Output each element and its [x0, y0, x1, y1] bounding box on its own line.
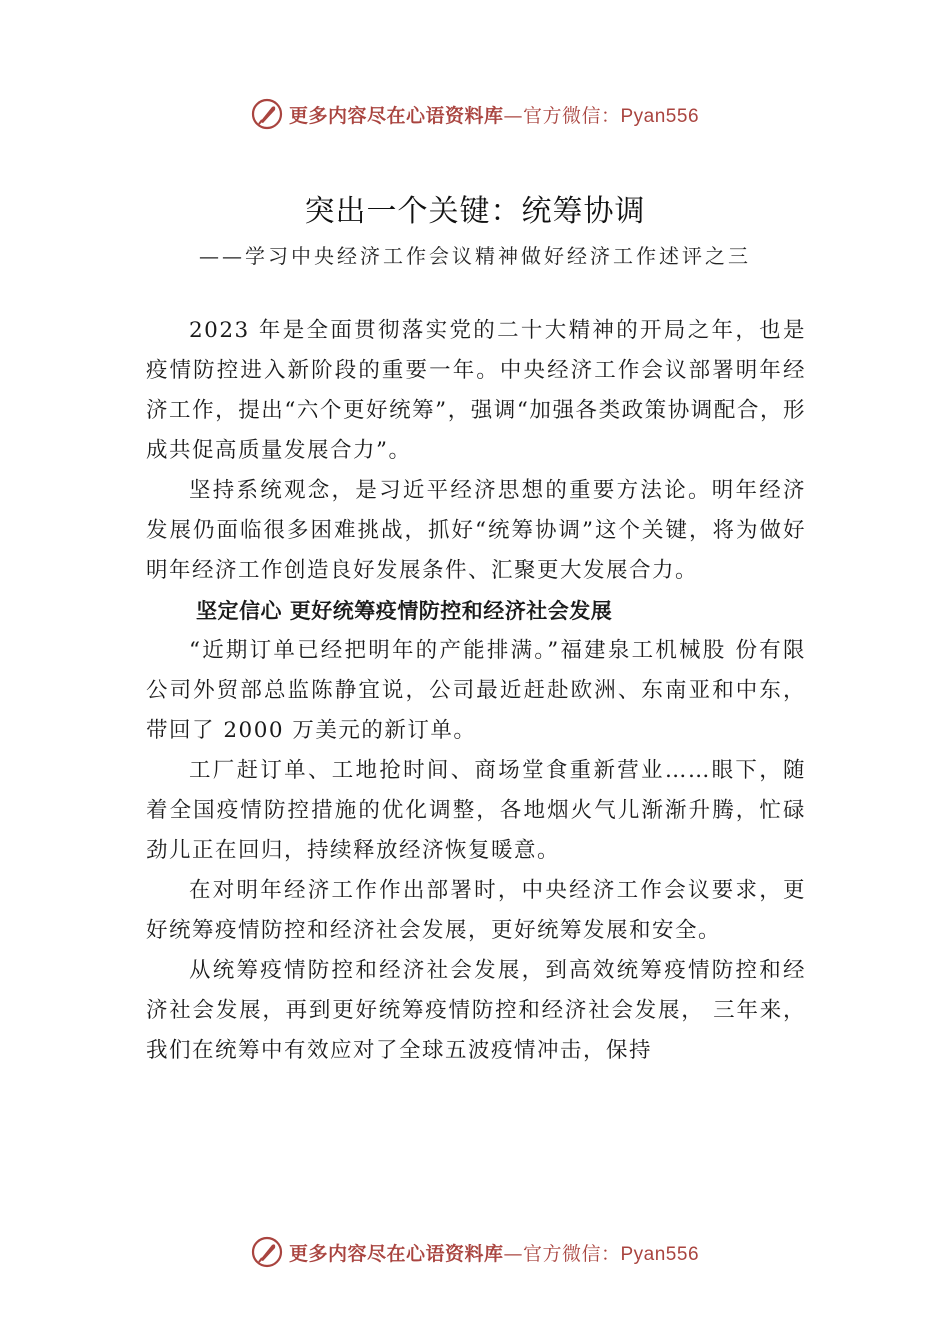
- banner-wechat-label: —官方微信：: [503, 104, 621, 127]
- paragraph: 坚持系统观念，是习近平经济思想的重要方法论。明年经济发展仍面临很多困难挑战，抓好“统筹协调”这个关键，将为做好明年经济工作创造良好发展条件、汇聚更大发展合力。: [146, 478, 806, 583]
- document-body: [146, 311, 806, 1071]
- banner-wechat-id: Pyan556: [620, 1243, 700, 1265]
- paragraph: 2023 年是全面贯彻落实党的二十大精神的开局之年，也是疫情防控进入新阶段的重要一年。中央经济工作会议部署明年经济工作，提出“六个更好统筹”，强调“加强各类政策协调配合，形成共促高质量发展合力”。: [146, 318, 806, 463]
- paragraph: “近期订单已经把明年的产能排满。”福建泉工机械股 份有限公司外贸部总监陈静宜说，公司最近赶赴欧洲、东南亚和中东，带回了 2000 万美元的新订单。: [146, 638, 806, 743]
- document-title: 突出一个关键：统筹协调: [304, 194, 646, 229]
- banner-slogan: 更多内容尽在心语资料库: [288, 104, 504, 127]
- paragraph: 工厂赶订单、工地抢时间、商场堂食重新营业……眼下，随着全国疫情防控措施的优化调整，各地烟火气儿渐渐升腾，忙碌劲儿正在回归，持续释放经济恢复暖意。: [146, 758, 806, 863]
- quill-pen-icon: [251, 1236, 283, 1268]
- banner-slogan: 更多内容尽在心语资料库: [288, 1242, 504, 1265]
- paragraph: 从统筹疫情防控和经济社会发展，到高效统筹疫情防控和经济社会发展，再到更好统筹疫情防控和经济社会发展， 三年来，我们在统筹中有效应对了全球五波疫情冲击，保持: [146, 958, 806, 1063]
- quill-pen-icon: [251, 98, 283, 130]
- paragraph: 在对明年经济工作作出部署时，中央经济工作会议要求，更好统筹疫情防控和经济社会发展，更好统筹发展和安全。: [146, 878, 806, 943]
- header-banner: [0, 94, 950, 134]
- banner-wechat-id: Pyan556: [620, 105, 700, 127]
- document-subtitle: ——学习中央经济工作会议精神做好经济工作述评之三: [199, 244, 751, 268]
- footer-banner: [0, 1232, 950, 1272]
- section-heading: 坚定信心 更好统筹疫情防控和经济社会发展: [196, 599, 613, 623]
- banner-wechat-label: —官方微信：: [503, 1242, 621, 1265]
